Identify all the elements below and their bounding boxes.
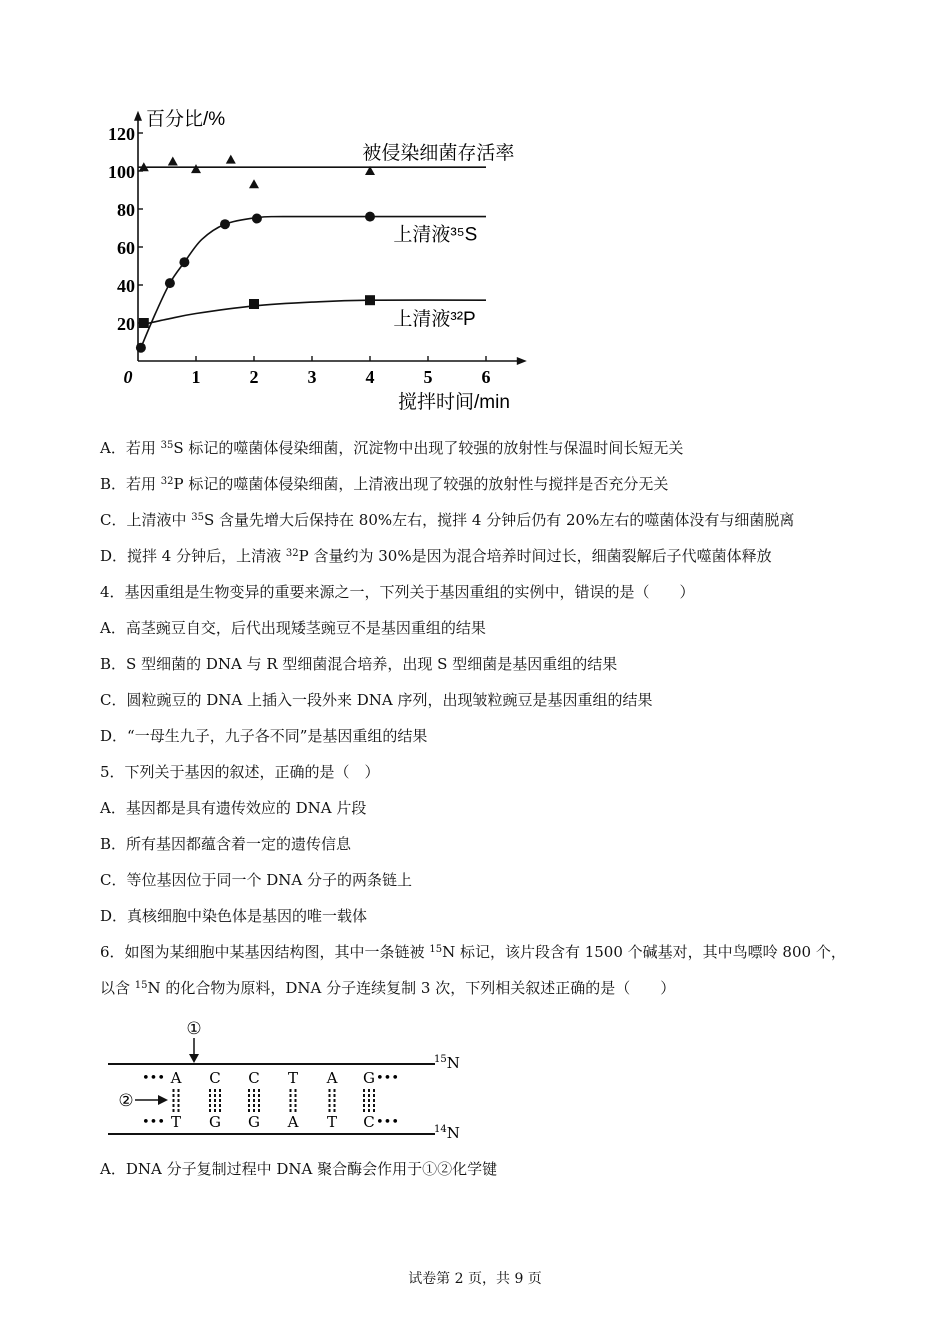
superscript: 15 [429, 944, 443, 955]
x-tick-label: 0 [123, 367, 133, 387]
bottom-base: A [287, 1113, 299, 1131]
top-strand-sup: 15 [434, 1054, 447, 1065]
text-span: N 标记，该片段含有 1500 个碱基对，其中鸟嘌呤 800 个， [442, 943, 846, 961]
x-tick-label: 2 [249, 367, 259, 387]
circle-point [365, 212, 375, 222]
x-tick-label: 5 [423, 367, 433, 387]
series-square-label: 上清液³²P [393, 309, 476, 331]
supernatant-radioactivity-chart [90, 95, 540, 415]
text-line [100, 942, 846, 962]
top-strand-element: N [446, 1054, 460, 1072]
text-span: B．所有基因都蕴含着一定的遗传信息 [100, 835, 352, 853]
triangle-point [168, 157, 178, 166]
text-line [100, 618, 486, 638]
text-line [100, 510, 794, 530]
circle-point [179, 257, 189, 267]
text-span: N 的化合物为原料，DNA 分子连续复制 3 次，下列相关叙述正确的是（ ） [147, 979, 676, 997]
text-span: 6．如图为某细胞中某基因结构图，其中一条链被 [100, 943, 430, 961]
gene-structure-diagram [100, 1016, 480, 1146]
text-span: D．搅拌 4 分钟后，上清液 [100, 547, 286, 565]
text-line [100, 906, 367, 926]
text-line [100, 1159, 497, 1179]
bottom-strand-sup: 14 [434, 1124, 447, 1135]
x-tick-label: 6 [481, 367, 491, 387]
x-tick-label: 3 [307, 367, 317, 387]
base-pairs [142, 1069, 399, 1131]
text-span: A．若用 [100, 439, 161, 457]
square-point [139, 318, 149, 328]
text-line [100, 546, 772, 566]
text-line [100, 438, 683, 458]
text-span: P 标记的噬菌体侵染细菌，上清液出现了较强的放射性与搅拌是否充分无关 [173, 475, 669, 493]
marker-1-label: ① [186, 1019, 202, 1039]
superscript: 32 [160, 476, 174, 487]
superscript: 35 [191, 512, 204, 523]
superscript: 32 [285, 548, 299, 559]
marker-1-arrowhead [189, 1054, 199, 1063]
text-span: C．圆粒豌豆的 DNA 上插入一段外来 DNA 序列，出现皱粒豌豆是基因重组的结果 [100, 691, 653, 709]
y-tick-label: 20 [117, 314, 135, 334]
triangle-point [191, 164, 201, 173]
text-line [100, 726, 427, 746]
bottom-strand-element: N [446, 1124, 460, 1142]
y-tick-label: 80 [117, 200, 135, 220]
text-span: 以含 [100, 979, 135, 997]
bottom-base: T [326, 1113, 338, 1131]
text-span: D．真核细胞中染色体是基因的唯一载体 [100, 907, 368, 925]
top-right-dots: ••• [376, 1071, 400, 1086]
circle-point [220, 219, 230, 229]
superscript: 35 [160, 440, 174, 451]
text-span: A．DNA 分子复制过程中 DNA 聚合酶会作用于①②化学键 [100, 1160, 498, 1178]
superscript: 15 [134, 980, 148, 991]
bottom-left-dots: ••• [142, 1115, 166, 1130]
page-footer: 试卷第 2 页，共 9 页 [408, 1271, 542, 1287]
text-line [100, 798, 366, 818]
text-span: A．基因都是具有遗传效应的 DNA 片段 [100, 799, 367, 817]
text-line [100, 762, 380, 782]
text-line [100, 834, 351, 854]
x-axis-arrow [517, 357, 527, 365]
square-point [249, 299, 259, 309]
top-base: A [326, 1069, 338, 1087]
marker-2-arrowhead [158, 1095, 168, 1105]
text-line [100, 978, 675, 998]
series-circle-label: 上清液³⁵S [393, 224, 478, 246]
y-tick-label: 100 [108, 162, 135, 182]
text-span: P 含量约为 30%是因为混合培养时间过长，细菌裂解后子代噬菌体释放 [298, 547, 772, 565]
y-tick-label: 120 [108, 124, 135, 144]
series-triangle-label: 被侵染细菌存活率 [362, 143, 515, 165]
text-span: 4．基因重组是生物变异的重要来源之一，下列关于基因重组的实例中，错误的是（ ） [100, 583, 695, 601]
top-base: T [287, 1069, 299, 1087]
chart-series [136, 142, 515, 353]
bottom-base: G [209, 1113, 221, 1131]
top-strand-label [434, 1054, 460, 1072]
x-axis-title: 搅拌时间/min [398, 392, 510, 413]
bottom-strand-label [434, 1124, 460, 1142]
x-tick-label: 1 [191, 367, 201, 387]
text-line [100, 690, 653, 710]
bottom-base: T [170, 1113, 182, 1131]
text-span: C．上清液中 [100, 511, 192, 529]
top-left-dots: ••• [142, 1071, 166, 1086]
text-span: B．若用 [100, 475, 161, 493]
text-span: C．等位基因位于同一个 DNA 分子的两条链上 [100, 871, 412, 889]
circle-point [136, 343, 146, 353]
top-base: A [170, 1069, 182, 1087]
text-line [100, 582, 695, 602]
bottom-base: G [248, 1113, 260, 1131]
bottom-right-dots: ••• [376, 1115, 400, 1130]
y-axis-title: 百分比/% [146, 109, 226, 130]
text-span: A．高茎豌豆自交，后代出现矮茎豌豆不是基因重组的结果 [100, 619, 486, 637]
text-line [100, 474, 668, 494]
y-tick-label: 60 [117, 238, 135, 258]
circle-point [165, 278, 175, 288]
text-span: D．“一母生九子，九子各不同”是基因重组的结果 [100, 727, 428, 745]
top-base: C [248, 1069, 260, 1087]
square-point [365, 295, 375, 305]
text-span: B．S 型细菌的 DNA 与 R 型细菌混合培养，出现 S 型细菌是基因重组的结果 [100, 655, 618, 673]
text-line [100, 654, 617, 674]
y-tick-label: 40 [117, 276, 135, 296]
y-axis-arrow [134, 111, 142, 121]
top-base: G [363, 1069, 375, 1087]
circle-point [252, 214, 262, 224]
triangle-point [249, 179, 259, 188]
top-base: C [209, 1069, 221, 1087]
x-tick-label: 4 [365, 367, 375, 387]
text-span: 5．下列关于基因的叙述，正确的是（ ） [100, 763, 380, 781]
marker-2-label: ② [118, 1091, 134, 1111]
triangle-point [226, 155, 236, 164]
text-span: S 含量先增大后保持在 80%左右，搅拌 4 分钟后仍有 20%左右的噬菌体没有与细菌脱离 [203, 511, 795, 529]
text-span: S 标记的噬菌体侵染细菌，沉淀物中出现了较强的放射性与保温时间长短无关 [173, 439, 684, 457]
text-line [100, 870, 412, 890]
bottom-base: C [363, 1113, 375, 1131]
